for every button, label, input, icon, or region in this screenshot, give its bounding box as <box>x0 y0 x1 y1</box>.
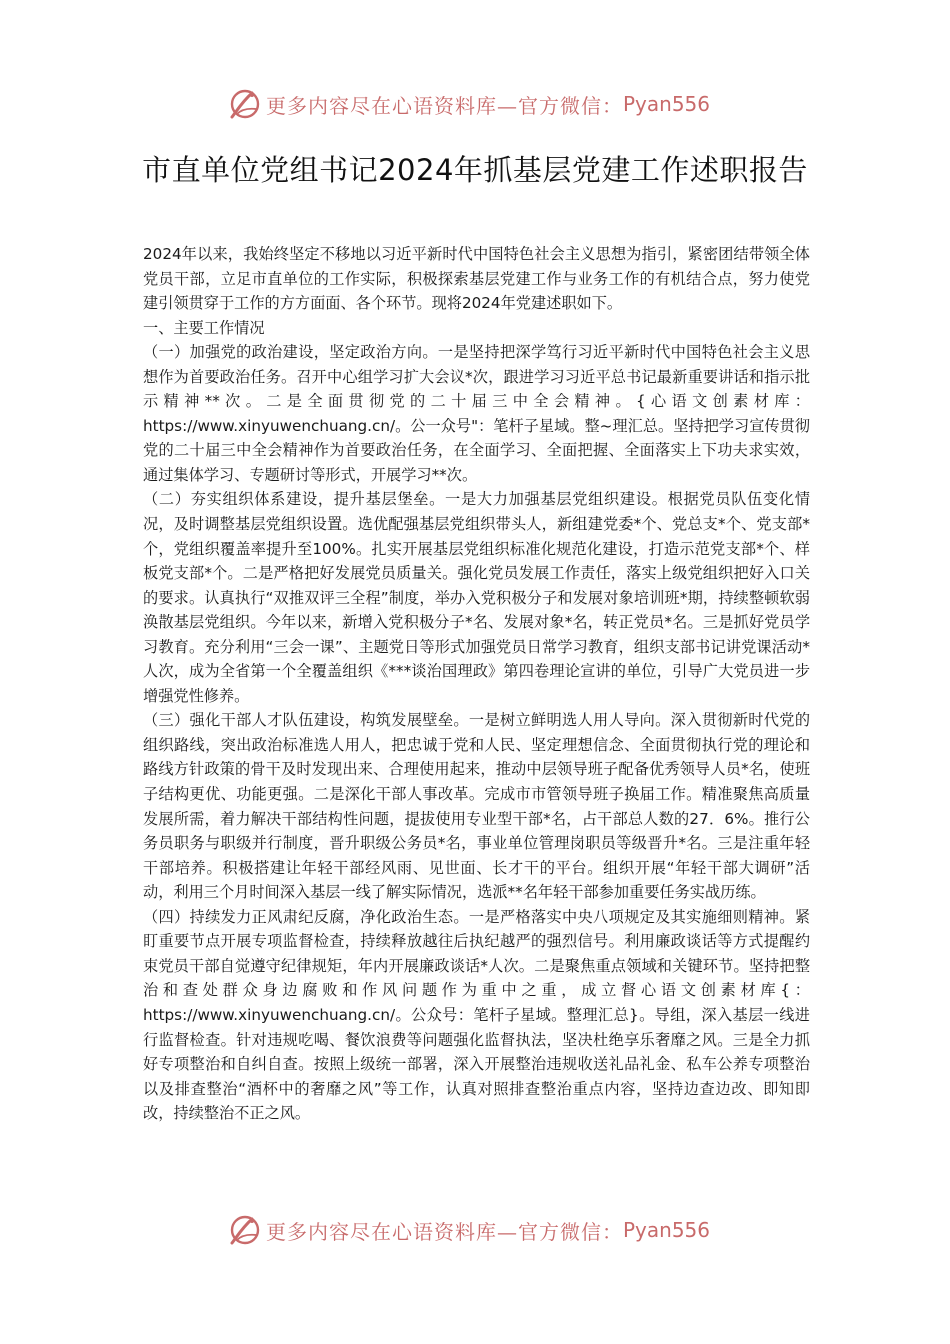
banner-text: 更多内容尽在心语资料库—官方微信： <box>266 93 623 118</box>
header-banner <box>0 84 950 124</box>
paragraph-organization: （二）夯实组织体系建设，提升基层堡垒。一是大力加强基层党组织建设。根据党员队伍变化情况，及时调整基层党组织设置。选优配强基层党组织带头人，新组建党委*个、党总支*个、党支部*个，党组织覆盖率提升至100%。扎实开展基层党组织标准化规范化建设，打造示范党支部*个、样板党支部*个。二是严格把好发展党员质量关。强化党员发展工作责任，落实上级党组织把好入口关的要求。认真执行“双推双评三全程”制度，举办入党积极分子和发展对象培训班*期，持续整顿软弱涣散基层党组织。今年以来，新增入党积极分子*名、发展对象*名，转正党员*名。三是抓好党员学习教育。充分利用“三会一课”、主题党日等形式加强党员日常学习教育，组织支部书记讲党课活动*人次，成为全省第一个全覆盖组织《***谈治国理政》第四卷理论宣讲的单位，引导广大党员进一步增强党性修养。 <box>143 490 810 705</box>
banner-wechat-id: Pyan556 <box>623 1218 711 1242</box>
document-body <box>143 242 810 1126</box>
banner-wechat-id: Pyan556 <box>623 92 711 116</box>
document-title: 市直单位党组书记2024年抓基层党建工作述职报告 <box>142 153 808 187</box>
brush-signature-logo-icon <box>228 87 262 121</box>
footer-banner <box>0 1210 950 1250</box>
brush-signature-logo-icon <box>228 1213 262 1247</box>
section-heading: 一、主要工作情况 <box>143 318 265 337</box>
paragraph-intro: 2024年以来，我始终坚定不移地以习近平新时代中国特色社会主义思想为指引，紧密团结带领全体党员干部，立足市直单位的工作实际，积极探索基层党建工作与业务工作的有机结合点，努力使党建引领贯穿于工作的方方面面、各个环节。现将2024年党建述职如下。 <box>143 245 810 313</box>
paragraph-political: （一）加强党的政治建设，坚定政治方向。一是坚持把深学笃行习近平新时代中国特色社会主义思想作为首要政治任务。召开中心组学习扩大会议*次，跟进学习习近平总书记最新重要讲话和指示批示精神**次。二是全面贯彻党的二十届三中全会精神。{心语文创素材库：https://www.xinyuwenchuang.cn/。公一众号"：笔杆子星域。整~理汇总。坚持把学习宣传贯彻党的二十届三中全会精神作为首要政治任务，在全面学习、全面把握、全面落实上下功夫求实效，通过集体学习、专题研讨等形式，开展学习**次。 <box>143 343 810 484</box>
paragraph-discipline: （四）持续发力正风肃纪反腐，净化政治生态。一是严格落实中央八项规定及其实施细则精神。紧盯重要节点开展专项监督检查，持续释放越往后执纪越严的强烈信号。利用廉政谈话等方式提醒约束党员干部自觉遵守纪律规矩，年内开展廉政谈话*人次。二是聚焦重点领域和关键环节。坚持把整治和查处群众身边腐败和作风问题作为重中之重，成立督心语文创素材库{：https://www.xinyuwenchuang.cn/。公众号：笔杆子星域。整理汇总}。导组，深入基层一线进行监督检查。针对违规吃喝、餐饮浪费等问题强化监督执法，坚决杜绝享乐奢靡之风。三是全力抓好专项整治和自纠自查。按照上级统一部署，深入开展整治违规收送礼品礼金、私车公养专项整治以及排查整治“酒杯中的奢靡之风”等工作，认真对照排查整治重点内容，坚持边查边改、即知即改，持续整治不正之风。 <box>143 907 810 1123</box>
banner-text: 更多内容尽在心语资料库—官方微信： <box>266 1219 623 1244</box>
paragraph-cadres: （三）强化干部人才队伍建设，构筑发展壁垒。一是树立鲜明选人用人导向。深入贯彻新时代党的组织路线，突出政治标准选人用人，把忠诚于党和人民、坚定理想信念、全面贯彻执行党的理论和路线方针政策的骨干及时发现出来、合理使用起来，推动中层领导班子配备优秀领导人员*名，使班子结构更优、功能更强。二是深化干部人事改革。完成市市管领导班子换届工作。精准聚焦高质量发展所需，着力解决干部结构性问题，提拔使用专业型干部*名，占干部总人数的27．6%。推行公务员职务与职级并行制度，晋升职级公务员*名，事业单位管理岗职员等级晋升*名。三是注重年轻干部培养。积极搭建让年轻干部经风雨、见世面、长才干的平台。组织开展“年轻干部大调研”活动，利用三个月时间深入基层一线了解实际情况，选派**名年轻干部参加重要任务实战历练。 <box>143 711 810 902</box>
